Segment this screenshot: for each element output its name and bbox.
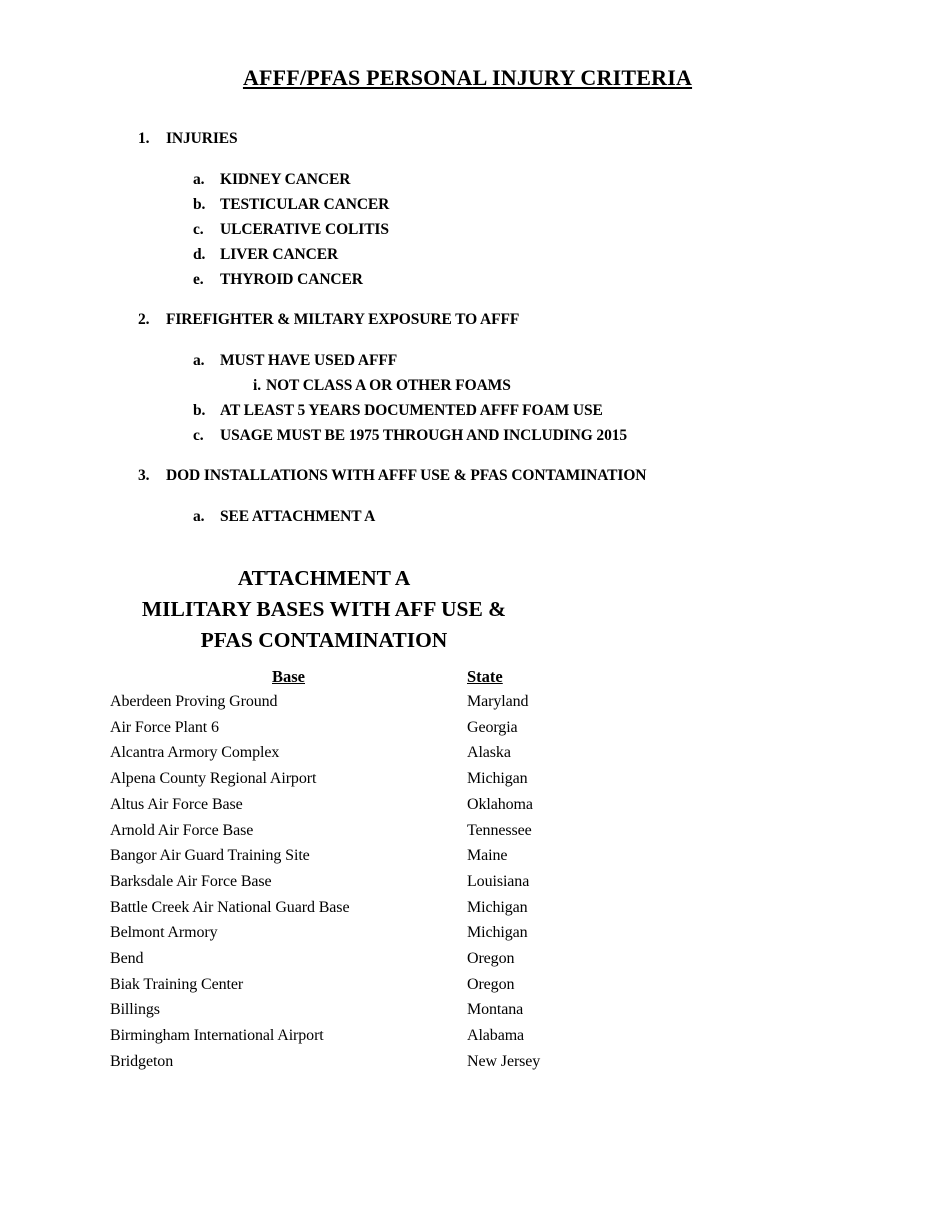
list-item-label: e. bbox=[193, 271, 204, 288]
table-row bbox=[110, 972, 935, 998]
base-cell: Air Force Plant 6 bbox=[110, 718, 219, 736]
attachment-title bbox=[0, 563, 648, 656]
list-item-block bbox=[0, 167, 935, 192]
table-rows bbox=[110, 689, 935, 1075]
list-item bbox=[0, 504, 935, 529]
base-cell: Altus Air Force Base bbox=[110, 795, 243, 813]
base-column-header-label: Base bbox=[272, 667, 305, 686]
list-item-block bbox=[0, 192, 935, 217]
section-number: 3. bbox=[138, 467, 150, 484]
state-cell: Michigan bbox=[467, 898, 528, 916]
list-item bbox=[0, 348, 935, 373]
base-cell: Bridgeton bbox=[110, 1052, 174, 1070]
criteria-section bbox=[0, 463, 935, 529]
list-item-text: TESTICULAR CANCER bbox=[220, 196, 390, 213]
section-heading: INJURIES bbox=[166, 130, 238, 147]
section-items bbox=[0, 348, 935, 448]
list-item-text: LIVER CANCER bbox=[220, 246, 339, 263]
table-header-row bbox=[110, 664, 935, 689]
list-item-block bbox=[0, 504, 935, 529]
table-row bbox=[110, 843, 935, 869]
sub-list-item bbox=[0, 373, 935, 398]
list-item-label: b. bbox=[193, 402, 206, 419]
list-item-block bbox=[0, 423, 935, 448]
criteria-section bbox=[0, 126, 935, 292]
sub-list-item-text: NOT CLASS A OR OTHER FOAMS bbox=[265, 377, 511, 394]
table-row bbox=[110, 946, 935, 972]
state-cell: Georgia bbox=[467, 718, 518, 736]
table-row bbox=[110, 1049, 935, 1075]
base-cell: Birmingham International Airport bbox=[110, 1027, 324, 1045]
list-item-block bbox=[0, 217, 935, 242]
base-cell: Barksdale Air Force Base bbox=[110, 872, 272, 890]
state-column-header bbox=[467, 664, 935, 689]
table-row bbox=[110, 740, 935, 766]
list-item-label: a. bbox=[193, 352, 205, 369]
attachment-title-line: ATTACHMENT A bbox=[237, 566, 411, 590]
table-row bbox=[110, 766, 935, 792]
list-item bbox=[0, 242, 935, 267]
section-heading-row bbox=[0, 126, 935, 151]
table-row bbox=[110, 895, 935, 921]
list-item-block bbox=[0, 242, 935, 267]
criteria-section bbox=[0, 307, 935, 448]
section-number: 1. bbox=[138, 130, 150, 147]
section-items bbox=[0, 504, 935, 529]
state-cell: Oregon bbox=[467, 950, 515, 968]
list-item bbox=[0, 398, 935, 423]
list-item-block bbox=[0, 398, 935, 423]
criteria-sections bbox=[0, 126, 935, 529]
list-item bbox=[0, 167, 935, 192]
table-row bbox=[110, 997, 935, 1023]
state-cell: New Jersey bbox=[467, 1052, 541, 1070]
state-cell: Oklahoma bbox=[467, 795, 533, 813]
attachment-title-line: MILITARY BASES WITH AFF USE & bbox=[141, 597, 507, 621]
attachment-title-line: PFAS CONTAMINATION bbox=[200, 628, 448, 652]
base-cell: Billings bbox=[110, 1001, 160, 1019]
state-cell: Montana bbox=[467, 1001, 524, 1019]
table-row bbox=[110, 715, 935, 741]
list-item bbox=[0, 192, 935, 217]
list-item bbox=[0, 423, 935, 448]
list-item-text: AT LEAST 5 YEARS DOCUMENTED AFFF FOAM USE bbox=[220, 402, 603, 419]
table-row bbox=[110, 920, 935, 946]
list-item bbox=[0, 267, 935, 292]
section-heading: FIREFIGHTER & MILTARY EXPOSURE TO AFFF bbox=[166, 311, 520, 328]
bases-table bbox=[0, 664, 935, 1075]
list-item-block bbox=[0, 267, 935, 292]
list-item-label: b. bbox=[193, 196, 206, 213]
list-item-text: KIDNEY CANCER bbox=[220, 171, 351, 188]
base-cell: Battle Creek Air National Guard Base bbox=[110, 898, 350, 916]
state-cell: Alaska bbox=[467, 744, 511, 762]
document-title: AFFF/PFAS PERSONAL INJURY CRITERIA bbox=[242, 65, 693, 90]
base-cell: Alcantra Armory Complex bbox=[110, 744, 280, 762]
section-heading-row bbox=[0, 307, 935, 332]
list-item-text: SEE ATTACHMENT A bbox=[220, 508, 376, 525]
table-row bbox=[110, 869, 935, 895]
table-row bbox=[110, 792, 935, 818]
base-cell: Biak Training Center bbox=[110, 975, 244, 993]
base-cell: Belmont Armory bbox=[110, 924, 218, 942]
state-cell: Alabama bbox=[467, 1027, 525, 1045]
state-cell: Michigan bbox=[467, 924, 528, 942]
base-cell: Arnold Air Force Base bbox=[110, 821, 254, 839]
list-item-label: a. bbox=[193, 171, 205, 188]
base-cell: Aberdeen Proving Ground bbox=[110, 693, 278, 710]
section-heading-row bbox=[0, 463, 935, 488]
state-cell: Maryland bbox=[467, 693, 529, 710]
section-heading: DOD INSTALLATIONS WITH AFFF USE & PFAS CONTAMINATION bbox=[166, 467, 647, 484]
section-items bbox=[0, 167, 935, 292]
sub-list-item-label: i. bbox=[253, 377, 261, 394]
state-cell: Tennessee bbox=[467, 821, 532, 839]
state-cell: Maine bbox=[467, 847, 508, 865]
table-row bbox=[110, 689, 935, 715]
state-cell: Oregon bbox=[467, 975, 515, 993]
list-item bbox=[0, 217, 935, 242]
base-cell: Bend bbox=[110, 950, 144, 968]
state-column-header-label: State bbox=[467, 667, 503, 686]
table-row bbox=[110, 818, 935, 844]
list-item-label: d. bbox=[193, 246, 206, 263]
list-item-text: MUST HAVE USED AFFF bbox=[220, 352, 398, 369]
state-cell: Louisiana bbox=[467, 872, 530, 890]
list-item-label: a. bbox=[193, 508, 205, 525]
section-number: 2. bbox=[138, 311, 150, 328]
base-cell: Alpena County Regional Airport bbox=[110, 770, 317, 788]
table-row bbox=[110, 1023, 935, 1049]
list-item-text: USAGE MUST BE 1975 THROUGH AND INCLUDING 2015 bbox=[220, 427, 628, 444]
sub-list bbox=[0, 373, 935, 398]
attachment-a bbox=[0, 563, 935, 1075]
list-item-text: ULCERATIVE COLITIS bbox=[220, 221, 389, 238]
list-item-text: THYROID CANCER bbox=[220, 271, 363, 288]
list-item-label: c. bbox=[193, 221, 204, 238]
base-column-header bbox=[110, 664, 467, 689]
list-item-block bbox=[0, 348, 935, 398]
state-cell: Michigan bbox=[467, 770, 528, 788]
base-cell: Bangor Air Guard Training Site bbox=[110, 847, 310, 865]
list-item-label: c. bbox=[193, 427, 204, 444]
